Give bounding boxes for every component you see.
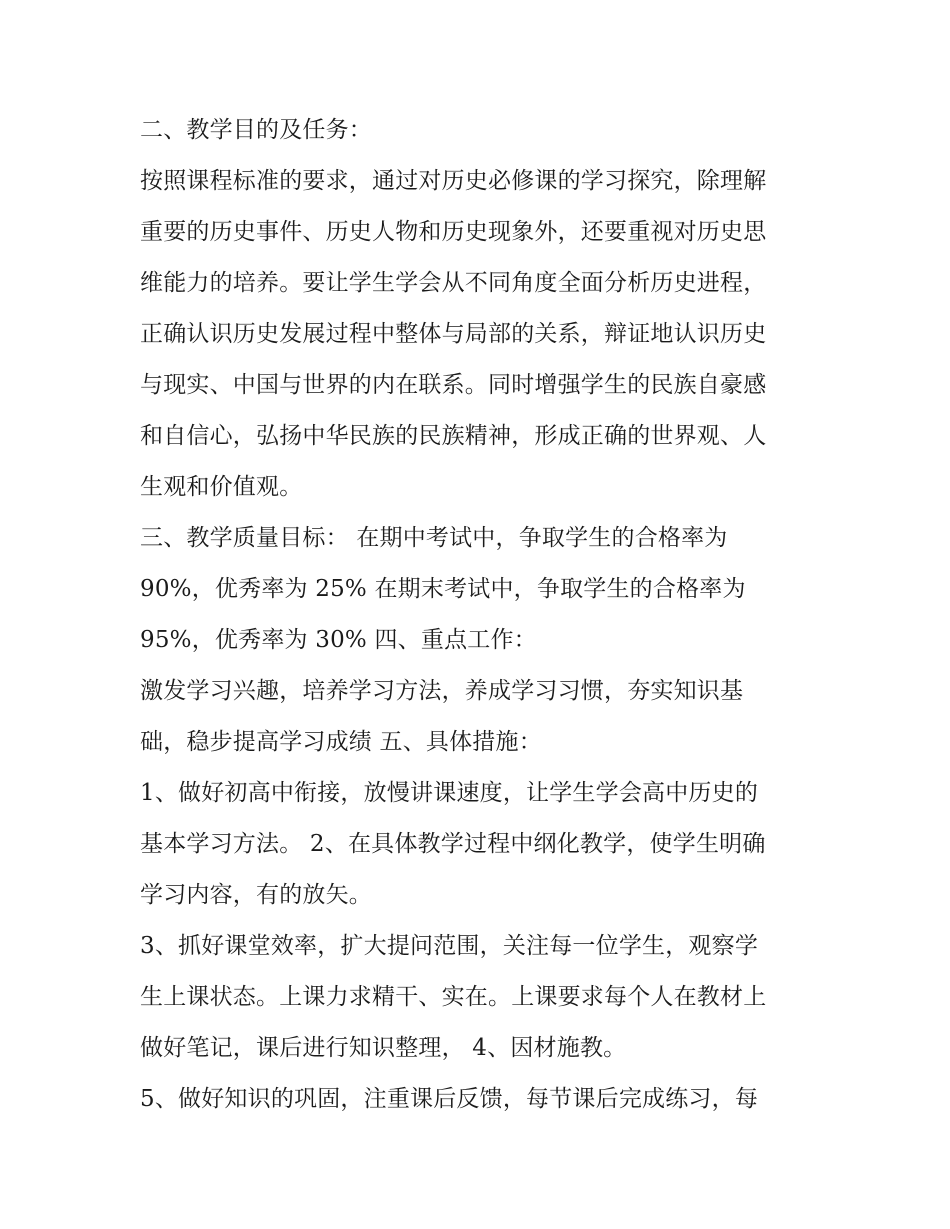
paragraph-line: 95%，优秀率为 30% 四、重点工作： (140, 627, 537, 653)
heading-teaching-goals: 二、教学目的及任务： (140, 117, 372, 143)
paragraph-line: 正确认识历史发展过程中整体与局部的关系，辩证地认识历史 (140, 321, 767, 347)
paragraph-line: 生观和价值观。 (140, 474, 303, 500)
paragraph-line: 重要的历史事件、历史人物和历史现象外，还要重视对历史思 (140, 219, 767, 245)
paragraph-line: 和自信心，弘扬中华民族的民族精神，形成正确的世界观、人 (140, 423, 767, 449)
paragraph-line: 维能力的培养。要让学生学会从不同角度全面分析历史进程， (140, 270, 767, 296)
list-item-line: 基本学习方法。 2、在具体教学过程中纲化教学，使学生明确 (140, 831, 766, 857)
paragraph-line: 90%，优秀率为 25% 在期末考试中，争取学生的合格率为 (140, 576, 746, 602)
paragraph-line: 按照课程标准的要求，通过对历史必修课的学习探究，除理解 (140, 168, 767, 194)
list-item-line: 3、抓好课堂效率，扩大提问范围，关注每一位学生，观察学 (140, 933, 759, 959)
list-item-line: 学习内容，有的放矢。 (140, 882, 372, 908)
paragraph-line: 础，稳步提高学习成绩 五、具体措施： (140, 729, 542, 755)
paragraph-line: 激发学习兴趣，培养学习方法，养成学习习惯，夯实知识基 (140, 678, 744, 704)
paragraph-line: 与现实、中国与世界的内在联系。同时增强学生的民族自豪感 (140, 372, 767, 398)
list-item-line: 做好笔记，课后进行知识整理， 4、因材施教。 (140, 1035, 627, 1061)
list-item-line: 生上课状态。上课力求精干、实在。上课要求每个人在教材上 (140, 984, 767, 1010)
list-item-line: 1、做好初高中衔接，放慢讲课速度，让学生学会高中历史的 (140, 780, 759, 806)
heading-quality-goals: 三、教学质量目标： 在期中考试中，争取学生的合格率为 (140, 525, 728, 551)
list-item-line: 5、做好知识的巩固，注重课后反馈，每节课后完成练习，每 (140, 1086, 759, 1112)
